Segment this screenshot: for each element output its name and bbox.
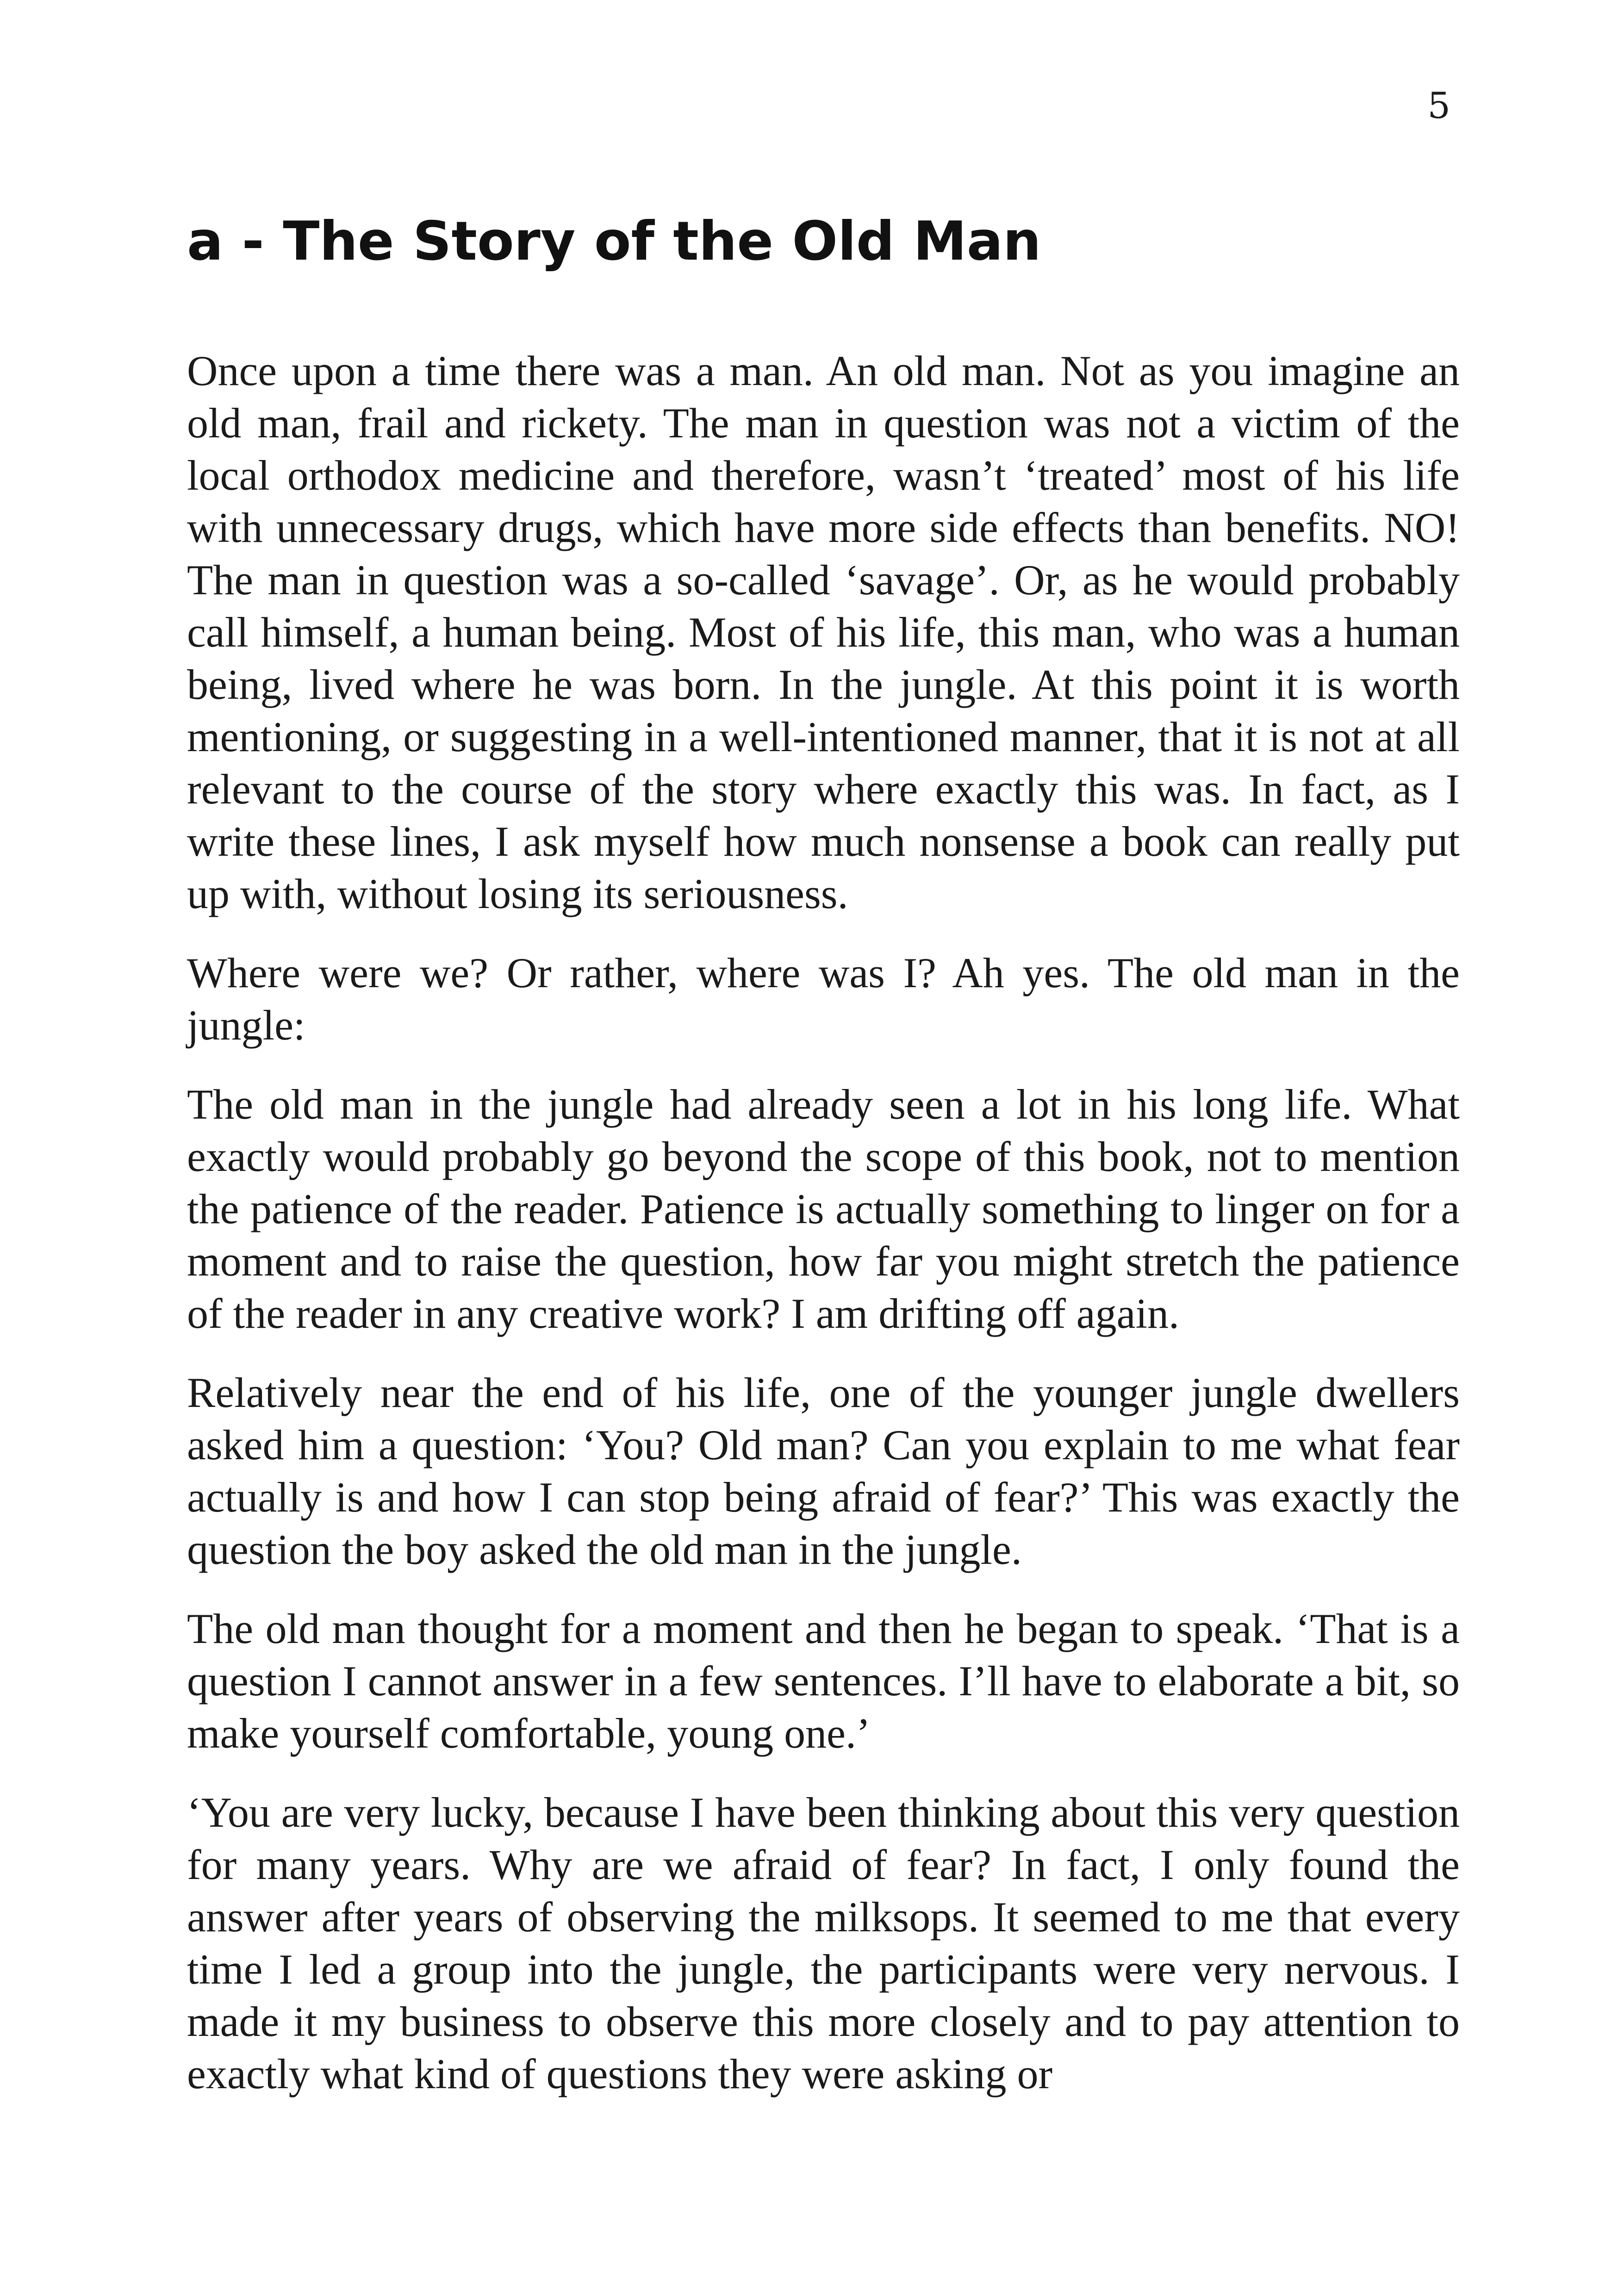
paragraph-4: Relatively near the end of his life, one of the younger jungle dwellers asked him a question: ‘You? Old man? Can you explain to me what fear actually is and how I can stop being afraid of fear?’ This was exactly the question the boy asked the old man in the jungle.: [187, 1369, 1460, 1573]
chapter-title: a - The Story of the Old Man: [187, 210, 1041, 273]
paragraph-2: Where were we? Or rather, where was I? Ah yes. The old man in the jungle:: [187, 949, 1460, 1049]
page-number: 5: [1427, 85, 1450, 127]
paragraph-5: The old man thought for a moment and then he began to speak. ‘That is a question I cannot answer in a few sentences. I’ll have to elaborate a bit, so make yourself comfortable, young one.’: [187, 1605, 1460, 1757]
paragraph-3: The old man in the jungle had already seen a lot in his long life. What exactly would probably go beyond the scope of this book, not to mention the patience of the reader. Patience is actually something to linger on for a moment and to raise the question, how far you might stretch the patience of the reader in any creative work? I am drifting off again.: [187, 1081, 1460, 1337]
paragraph-6: ‘You are very lucky, because I have been thinking about this very question for many years. Why are we afraid of fear? In fact, I only found the answer after years of observing the milksops. It seemed to me that every time I led a group into the jungle, the participants were very nervous. I made it my business to observe this more closely and to pay attention to exactly what kind of questions they were asking or: [187, 1789, 1460, 2097]
paragraph-1: Once upon a time there was a man. An old man. Not as you imagine an old man, frail and rickety. The man in question was not a victim of the local orthodox medicine and therefore, wasn’t ‘treated’ most of his life with unnecessary drugs, which have more side effects than benefits. NO! The man in question was a so-called ‘savage’. Or, as he would probably call himself, a human being. Most of his life, this man, who was a human being, lived where he was born. In the jungle. At this point it is worth mentioning, or suggesting in a well-intentioned manner, that it is not at all relevant to the course of the story where exactly this was. In fact, as I write these lines, I ask myself how much nonsense a book can really put up with, without losing its seriousness.: [187, 347, 1460, 917]
chapter-body: [187, 345, 1460, 2100]
